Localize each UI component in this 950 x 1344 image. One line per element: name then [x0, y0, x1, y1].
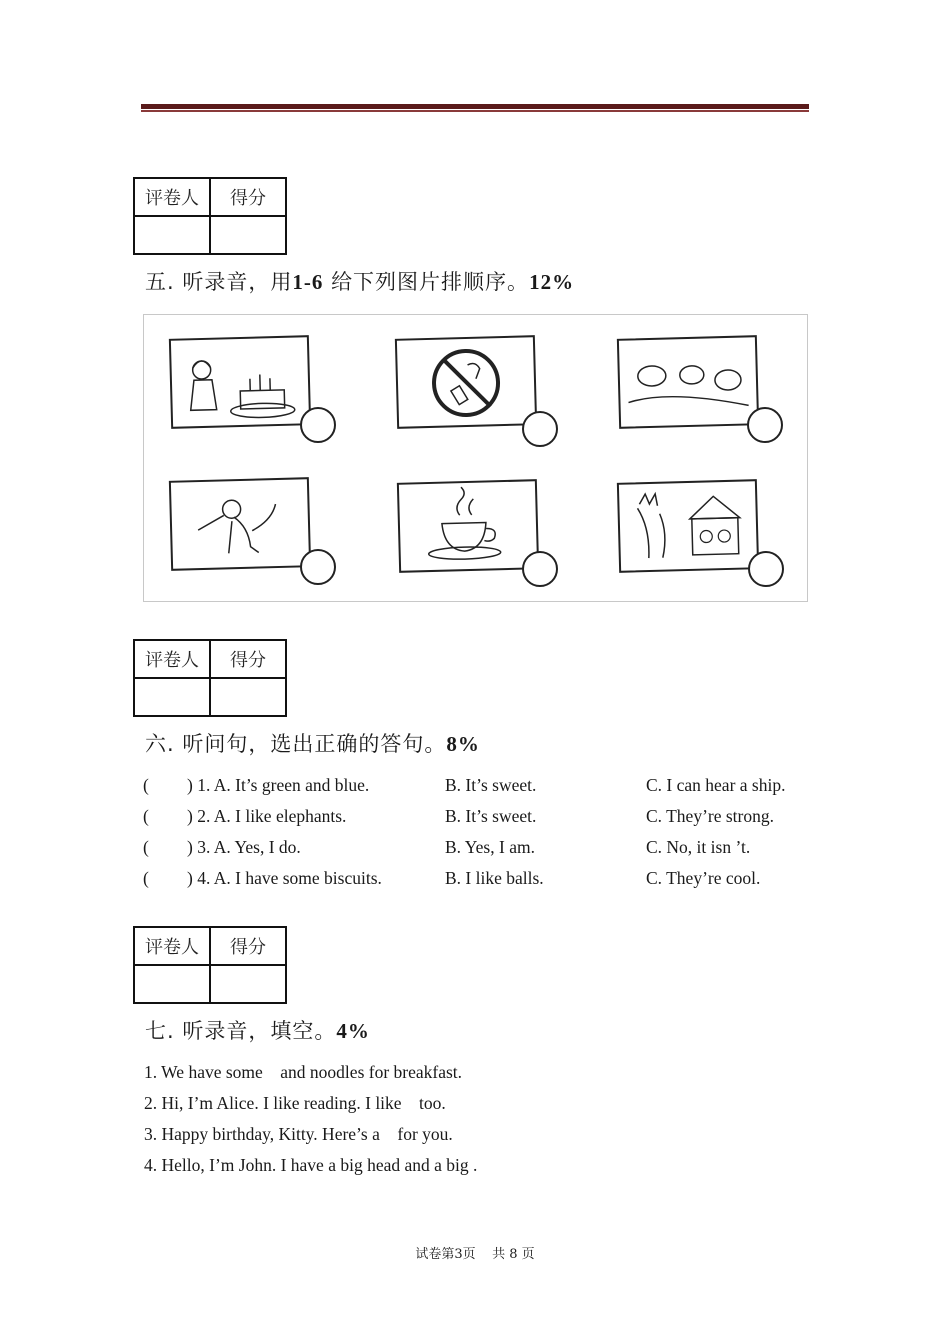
q3-paren[interactable]: ( [143, 837, 149, 857]
no-littering-picture [395, 335, 537, 429]
picture-panel [143, 314, 808, 602]
q4-option-c: C. They’re cool. [646, 868, 761, 888]
section6-heading: 六. 听问句，选出正确的答句。8% [145, 732, 480, 756]
q2-paren[interactable]: ( [143, 806, 149, 826]
order-circle-2[interactable] [522, 411, 558, 447]
q3-option-b: B. Yes, I am. [445, 837, 535, 857]
grader-cell[interactable] [134, 965, 210, 1003]
grader-label: 评卷人 [134, 178, 210, 216]
birthday-cake-picture [169, 335, 311, 429]
wolf-house-picture [617, 479, 759, 573]
monkey-picture [169, 477, 311, 571]
q1-option-b: B. It’s sweet. [445, 775, 537, 795]
order-circle-4[interactable] [300, 549, 336, 585]
score-label: 得分 [210, 178, 286, 216]
q1-option-c: C. I can hear a ship. [646, 775, 786, 795]
score-label: 得分 [210, 927, 286, 965]
order-circle-5[interactable] [522, 551, 558, 587]
q2-option-c: C. They’re strong. [646, 806, 774, 826]
score-table-7 [133, 926, 287, 1004]
fill-item-2[interactable]: 2. Hi, I’m Alice. I like reading. I like too. [144, 1093, 446, 1113]
score-cell[interactable] [210, 216, 286, 254]
score-table-5 [133, 177, 287, 255]
q2-option-a: ) 2. A. I like elephants. [187, 806, 347, 826]
q4-option-b: B. I like balls. [445, 868, 544, 888]
order-circle-1[interactable] [300, 407, 336, 443]
grader-label: 评卷人 [134, 640, 210, 678]
grader-label: 评卷人 [134, 927, 210, 965]
header-rule [141, 104, 809, 113]
q1-paren[interactable]: ( [143, 775, 149, 795]
q3-option-c: C. No, it isn ’t. [646, 837, 751, 857]
score-label: 得分 [210, 640, 286, 678]
sheep-picture [617, 335, 759, 429]
q3-option-a: ) 3. A. Yes, I do. [187, 837, 301, 857]
q4-paren[interactable]: ( [143, 868, 149, 888]
tea-cup-picture [397, 479, 539, 573]
section5-heading: 五. 听录音，用1-6 给下列图片排顺序。12% [145, 270, 575, 294]
grader-cell[interactable] [134, 216, 210, 254]
section7-heading: 七. 听录音，填空。4% [145, 1019, 370, 1043]
fill-item-4[interactable]: 4. Hello, I’m John. I have a big head and a big . [144, 1155, 478, 1175]
fill-item-3[interactable]: 3. Happy birthday, Kitty. Here’s a for you. [144, 1124, 453, 1144]
q2-option-b: B. It’s sweet. [445, 806, 537, 826]
order-circle-3[interactable] [747, 407, 783, 443]
q4-option-a: ) 4. A. I have some biscuits. [187, 868, 382, 888]
q1-option-a: ) 1. A. It’s green and blue. [187, 775, 370, 795]
fill-item-1[interactable]: 1. We have some and noodles for breakfast. [144, 1062, 463, 1082]
score-table-6 [133, 639, 287, 717]
grader-cell[interactable] [134, 678, 210, 716]
score-cell[interactable] [210, 965, 286, 1003]
page-footer: 试卷第3页 共 8 页 [415, 1247, 535, 1262]
score-cell[interactable] [210, 678, 286, 716]
order-circle-6[interactable] [748, 551, 784, 587]
